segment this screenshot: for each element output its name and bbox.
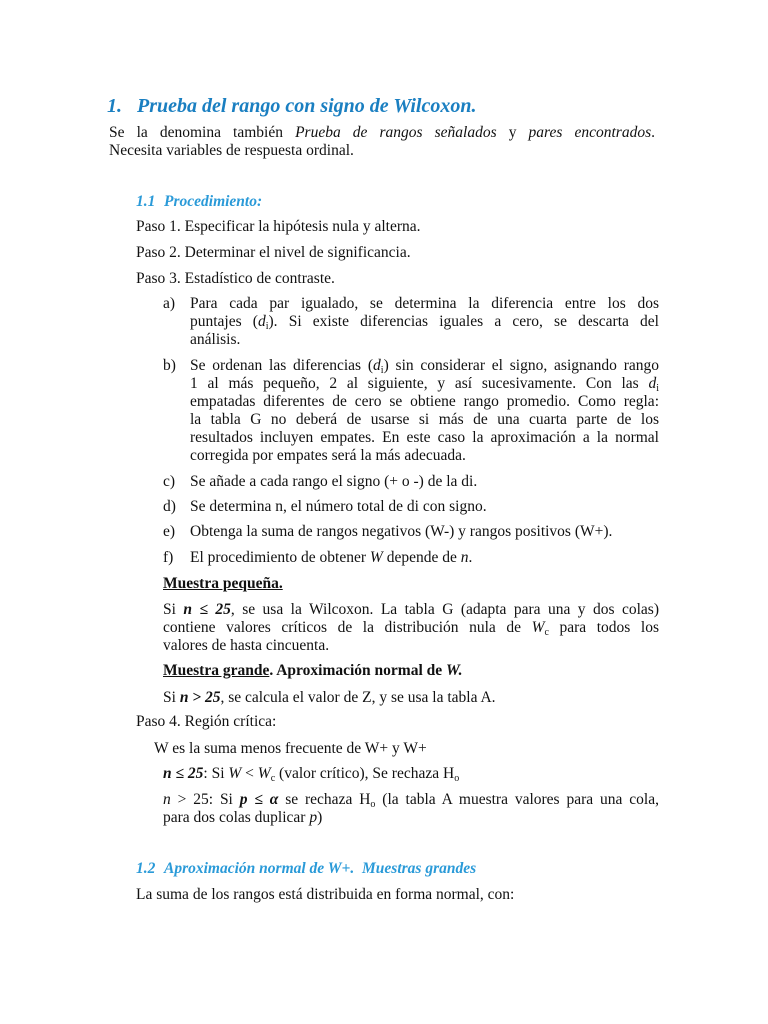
- large-sample-heading: Muestra grande. Aproximación normal de W.: [163, 662, 463, 679]
- title-number: 1.: [107, 95, 122, 117]
- item-label: a): [163, 295, 176, 312]
- paso-2: Paso 2. Determinar el nivel de significancia.: [136, 244, 411, 261]
- large-sample-text: Si n > 25, se calcula el valor de Z, y se usa la tabla A.: [163, 689, 496, 706]
- title-text: Prueba del rango con signo de Wilcoxon.: [137, 95, 477, 117]
- paso-1: Paso 1. Especificar la hipótesis nula y alterna.: [136, 218, 421, 235]
- paso-4: Paso 4. Región crítica:: [136, 713, 277, 730]
- intro-line-2: Necesita variables de respuesta ordinal.: [109, 142, 354, 159]
- intro-paragraph: [109, 124, 655, 160]
- document-page: 1. Prueba del rango con signo de Wilcoxon. Se la denomina también Prueba de rangos señalados y pares encontrados. Necesita variables de respuesta ordinal. 1.1 Procedimiento: Paso 1. Especificar la hipótesis nula y alterna. Paso 2. Determinar el nivel de significancia. Paso 3. Estadístico de contraste. a) Para cada par igualado, se determina la diferencia entre los dos puntajes (di). Si existe diferencias iguales a cero, se descarta del análisis. b) Se ordenan las diferencias (di) sin considerar el signo, asignando rango 1 al más pequeño, 2 al siguiente, y así sucesivamente. Con las di empatadas diferentes de cero se obtiene rango promedio. Como regla: la tabla G no deberá de usarse si más de una cuarta parte de los resultados incluyen empates. En este caso la aproximación a la normal corregida por empates será la más adecuada. c) Se añade a cada rango el signo (+ o -) de la di. d) Se determina n, el número total de di con signo. e) Obtenga la suma de rangos negativos (W-) y rangos positivos (W+). f) El procedimiento de obtener W depende de n. Muestra pequeña. Si n ≤ 25, se usa la Wilcoxon. La tabla G (adapta para una y dos colas) contiene valores críticos de la distribución nula de Wc para todos los valores de hasta cincuenta. Muestra grande. Aproximación normal de W. Si n > 25, se calcula el valor de Z, y se usa la tabla A. Paso 4. Región crítica: W es la suma menos frecuente de W+ y W+ n ≤ 25: Si W < Wc (valor crítico), Se rechaza Ho n > 25: Si p ≤ α se rechaza Ho (la tabla A muestra valores para una cola, para dos colas duplicar p) 1.2 Aproximación normal de W+. Muestras grandes La suma de los rangos está distribuida en forma normal, con:: [107, 95, 659, 903]
- rule-small-n: n ≤ 25: Si W < Wc (valor crítico), Se rechaza Ho: [163, 765, 460, 784]
- item-label: b): [163, 357, 176, 374]
- w-definition: W es la suma menos frecuente de W+ y W+: [154, 740, 427, 757]
- document-title: [107, 94, 476, 118]
- section-heading-procedimiento: 1.1 Procedimiento:: [136, 193, 263, 210]
- paso-3: Paso 3. Estadístico de contraste.: [136, 270, 335, 287]
- closing-text: La suma de los rangos está distribuida en forma normal, con:: [136, 886, 515, 903]
- intro-line-1: Se la denomina también Prueba de rangos señalados y pares encontrados.: [109, 124, 655, 141]
- small-sample-heading: Muestra pequeña.: [163, 575, 283, 592]
- rule-large-n: n > 25: Si p ≤ α se rechaza Ho (la tabla A muestra valores para una cola, para dos colas duplicar p): [163, 791, 659, 826]
- small-sample-paragraph: Si n ≤ 25, se usa la Wilcoxon. La tabla G (adapta para una y dos colas) contiene valores críticos de la distribución nula de Wc para todos los valores de hasta cincuenta.: [163, 601, 659, 654]
- section-heading-aproximacion: 1.2 Aproximación normal de W+. Muestras grandes: [136, 860, 477, 877]
